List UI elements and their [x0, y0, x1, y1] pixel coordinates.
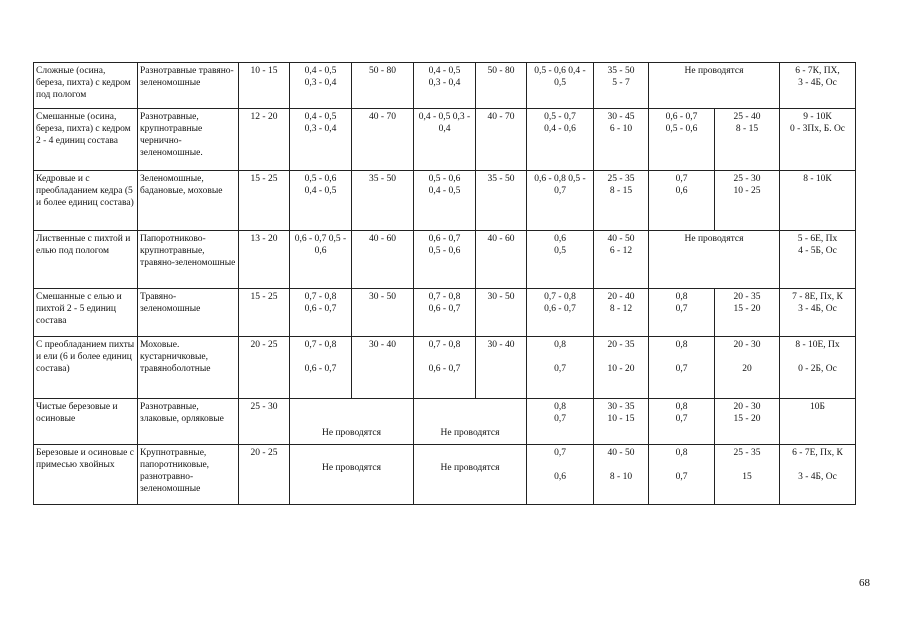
stand-composition-cell: Чистые березовые и осиновые: [34, 399, 138, 445]
composition-cell: 10Б: [780, 399, 856, 445]
value-cell: 40 - 70: [352, 109, 414, 171]
value-cell: 25 - 35 15: [715, 445, 780, 505]
value-cell: 25 - 35 8 - 15: [594, 171, 649, 231]
value-cell: 50 - 80: [476, 63, 527, 109]
stand-composition-cell: Лиственные с пихтой и елью под пологом: [34, 231, 138, 289]
value-cell: 0,4 - 0,5 0,3 - 0,4: [290, 109, 352, 171]
stand-composition-cell: Березовые и осиновые с примесью хвойных: [34, 445, 138, 505]
value-cell: 0,6 - 0,8 0,5 - 0,7: [527, 171, 594, 231]
forest-type-cell: Моховые. кустарничковые, травяноболотные: [138, 337, 239, 399]
age-cell: 15 - 25: [239, 289, 290, 337]
value-cell: 30 - 40: [476, 337, 527, 399]
forest-type-cell: Зеленомошные, бадановые, моховые: [138, 171, 239, 231]
page-number: 68: [859, 577, 870, 589]
not-conducted-cell: Не проводятся: [290, 445, 414, 505]
value-cell: 20 - 35 10 - 20: [594, 337, 649, 399]
value-cell: 40 - 60: [476, 231, 527, 289]
value-cell: 0,6 - 0,7 0,5 - 0,6: [649, 109, 715, 171]
value-cell: 0,7 - 0,8 0,6 - 0,7: [414, 337, 476, 399]
value-cell: 0,6 - 0,7 0,5 - 0,6: [414, 231, 476, 289]
value-cell: 35 - 50: [352, 171, 414, 231]
value-cell: 0,7 - 0,8 0,6 - 0,7: [290, 337, 352, 399]
value-cell: 40 - 70: [476, 109, 527, 171]
value-cell: 20 - 40 8 - 12: [594, 289, 649, 337]
age-cell: 20 - 25: [239, 445, 290, 505]
forest-thinning-table: [33, 62, 856, 505]
stand-composition-cell: Кедровые и с преобладанием кедра (5 и более единиц состава): [34, 171, 138, 231]
not-conducted-cell: Не проводятся: [649, 63, 780, 109]
value-cell: 20 - 30 20: [715, 337, 780, 399]
composition-cell: 8 - 10К: [780, 171, 856, 231]
forest-type-cell: Разнотравные, злаковые, орляковые: [138, 399, 239, 445]
not-conducted-cell: Не проводятся: [649, 231, 780, 289]
value-cell: 35 - 50 5 - 7: [594, 63, 649, 109]
stand-composition-cell: Сложные (осина, береза, пихта) с кедром под пологом: [34, 63, 138, 109]
value-cell: 0,8 0,7: [649, 337, 715, 399]
composition-cell: 6 - 7Е, Пх, К 3 - 4Б, Ос: [780, 445, 856, 505]
value-cell: 0,8 0,7: [649, 289, 715, 337]
value-cell: 40 - 50 6 - 12: [594, 231, 649, 289]
value-cell: 40 - 60: [352, 231, 414, 289]
age-cell: 15 - 25: [239, 171, 290, 231]
stand-composition-cell: Смешанные (осина, береза, пихта) с кедром 2 - 4 единиц состава: [34, 109, 138, 171]
value-cell: 40 - 50 8 - 10: [594, 445, 649, 505]
table-row: [34, 399, 856, 445]
value-cell: 0,5 - 0,7 0,4 - 0,6: [527, 109, 594, 171]
value-cell: 30 - 45 6 - 10: [594, 109, 649, 171]
value-cell: 30 - 50: [352, 289, 414, 337]
value-cell: 20 - 30 15 - 20: [715, 399, 780, 445]
composition-cell: 5 - 6Е, Пх 4 - 5Б, Ос: [780, 231, 856, 289]
value-cell: 20 - 35 15 - 20: [715, 289, 780, 337]
value-cell: 0,4 - 0,5 0,3 - 0,4: [290, 63, 352, 109]
composition-cell: 7 - 8Е, Пх, К 3 - 4Б, Ос: [780, 289, 856, 337]
value-cell: 0,5 - 0,6 0,4 - 0,5: [414, 171, 476, 231]
value-cell: 0,7 0,6: [649, 171, 715, 231]
composition-cell: 6 - 7К, ПХ, 3 - 4Б, Ос: [780, 63, 856, 109]
value-cell: 30 - 35 10 - 15: [594, 399, 649, 445]
age-cell: 20 - 25: [239, 337, 290, 399]
value-cell: 30 - 50: [476, 289, 527, 337]
table-row: [34, 445, 856, 505]
forest-type-cell: Крупнотравные, папоротниковые, разнотравно-зеленомошные: [138, 445, 239, 505]
composition-cell: 9 - 10К 0 - 3Пх, Б. Ос: [780, 109, 856, 171]
value-cell: 25 - 40 8 - 15: [715, 109, 780, 171]
value-cell: 0,6 - 0,7 0,5 - 0,6: [290, 231, 352, 289]
stand-composition-cell: Смешанные с елью и пихтой 2 - 5 единиц состава: [34, 289, 138, 337]
value-cell: 35 - 50: [476, 171, 527, 231]
value-cell: 0,5 - 0,6 0,4 - 0,5: [527, 63, 594, 109]
value-cell: 0,6 0,5: [527, 231, 594, 289]
value-cell: 0,8 0,7: [649, 399, 715, 445]
value-cell: 0,8 0,7: [527, 399, 594, 445]
value-cell: 0,8 0,7: [649, 445, 715, 505]
value-cell: 0,5 - 0,6 0,4 - 0,5: [290, 171, 352, 231]
composition-cell: 8 - 10Е, Пх 0 - 2Б, Ос: [780, 337, 856, 399]
not-conducted-cell: Не проводятся: [414, 399, 527, 445]
value-cell: 30 - 40: [352, 337, 414, 399]
not-conducted-cell: Не проводятся: [290, 399, 414, 445]
value-cell: 25 - 30 10 - 25: [715, 171, 780, 231]
table-row: [34, 289, 856, 337]
not-conducted-cell: Не проводятся: [414, 445, 527, 505]
value-cell: 0,7 0,6: [527, 445, 594, 505]
forest-type-cell: Разнотравные, крупнотравные чернично-зеленомошные.: [138, 109, 239, 171]
forest-type-cell: Разнотравные травяно-зеленомошные: [138, 63, 239, 109]
table-row: [34, 171, 856, 231]
table-row: [34, 337, 856, 399]
value-cell: 50 - 80: [352, 63, 414, 109]
age-cell: 10 - 15: [239, 63, 290, 109]
table-row: [34, 231, 856, 289]
stand-composition-cell: С преобладанием пихты и ели (6 и более единиц состава): [34, 337, 138, 399]
age-cell: 12 - 20: [239, 109, 290, 171]
table-row: [34, 63, 856, 109]
value-cell: 0,8 0,7: [527, 337, 594, 399]
value-cell: 0,7 - 0,8 0,6 - 0,7: [527, 289, 594, 337]
forest-type-cell: Папоротниково-крупнотравные, травяно-зеленомошные: [138, 231, 239, 289]
age-cell: 25 - 30: [239, 399, 290, 445]
table-row: [34, 109, 856, 171]
value-cell: 0,7 - 0,8 0,6 - 0,7: [414, 289, 476, 337]
value-cell: 0,4 - 0,5 0,3 - 0,4: [414, 63, 476, 109]
value-cell: 0,4 - 0,5 0,3 - 0,4: [414, 109, 476, 171]
value-cell: 0,7 - 0,8 0,6 - 0,7: [290, 289, 352, 337]
forest-type-cell: Травяно-зеленомошные: [138, 289, 239, 337]
age-cell: 13 - 20: [239, 231, 290, 289]
